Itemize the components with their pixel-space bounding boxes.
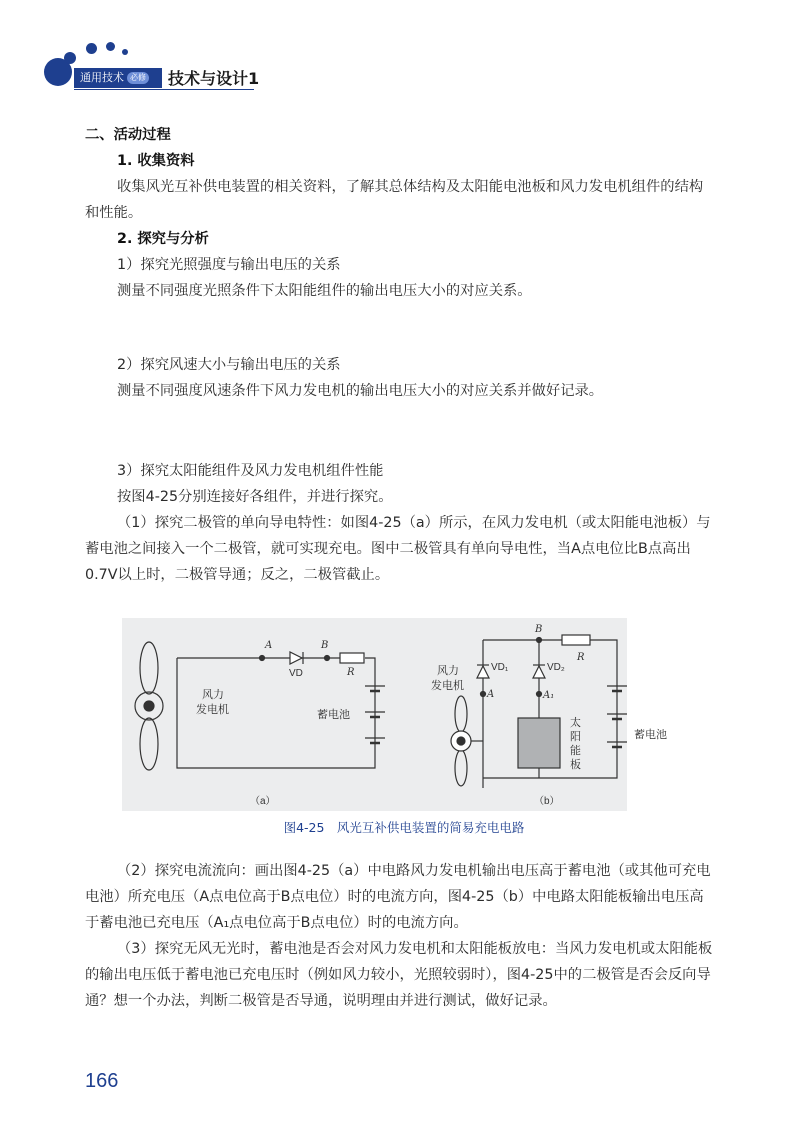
label-b-node-a1: A₁	[543, 690, 555, 701]
label-a-generator-1: 风力	[202, 689, 224, 701]
label-a-resistor: R	[347, 667, 355, 678]
wind-turbine-icon-b	[451, 696, 483, 786]
resistor-b	[562, 635, 590, 645]
label-b-caption: （b）	[534, 796, 560, 807]
diode-vd2	[533, 640, 545, 718]
solar-panel-icon	[518, 718, 560, 768]
paragraph-1: （1）探究二极管的单向导电特性：如图4-25（a）所示，在风力发电机（或太阳能电池板）与蓄电池之间接入一个二极管，就可实现充电。图中二极管具有单向导电性，当A点电位比B点高出0.7V以上时，二极管导通；反之，二极管截止。	[85, 515, 711, 583]
header-rule	[74, 89, 254, 90]
item2-title: 2）探究风速大小与输出电压的关系	[117, 357, 341, 373]
paragraph-2: （2）探究电流流向：画出图4-25（a）中电路风力发电机输出电压高于蓄电池（或其他可充电电池）所充电压（A点电位高于B点电位）时的电流方向，图4-25（b）中电路太阳能板输出电压高于蓄电池已充电压（A₁点电位高于B点电位）时的电流方向。	[85, 863, 711, 931]
label-b-node-b: B	[535, 624, 543, 635]
diode-vd1	[477, 665, 489, 678]
wind-turbine-icon-a	[135, 642, 163, 770]
paragraph-3: （3）探究无风无光时，蓄电池是否会对风力发电机和太阳能板放电：当风力发电机或太阳能板的输出电压低于蓄电池已充电压时（例如风力较小，光照较弱时），图4-25中的二极管是否会反向导通？想一个办法，判断二极管是否导通，说明理由并进行测试，做好记录。	[85, 941, 713, 1009]
label-a-generator-2: 发电机	[196, 704, 229, 716]
circuit-b	[451, 635, 627, 788]
section-heading: 二、活动过程	[85, 127, 171, 143]
label-a-node-a: A	[265, 640, 273, 651]
header-dot-2	[86, 43, 97, 54]
label-b-solar-1: 太	[570, 717, 581, 729]
label-b-resistor: R	[577, 652, 585, 663]
label-a-diode: VD	[289, 668, 303, 679]
step2-heading: 2. 探究与分析	[117, 231, 209, 247]
circuit-a	[135, 642, 385, 770]
label-a-caption: （a）	[250, 796, 276, 807]
step1-text: 收集风光互补供电装置的相关资料，了解其总体结构及太阳能电池板和风力发电机组件的结构和性能。	[85, 179, 704, 221]
diode-vd	[262, 652, 305, 664]
label-b-solar-2: 阳	[570, 731, 581, 743]
required-badge: 必修	[127, 72, 149, 84]
circuit-diagram	[122, 618, 627, 811]
figure-caption: 图4-25 风光互补供电装置的简易充电电路	[283, 820, 525, 835]
label-b-node-a: A	[487, 689, 495, 700]
label-b-vd2: VD₂	[547, 662, 565, 673]
series-tag	[74, 68, 162, 88]
circuit-figure	[122, 618, 627, 811]
item1-text: 测量不同强度光照条件下太阳能组件的输出电压大小的对应关系。	[117, 283, 532, 299]
label-b-generator-1: 风力	[437, 665, 459, 677]
label-b-generator-2: 发电机	[431, 680, 464, 692]
header-dot-1	[64, 52, 76, 64]
item2-text: 测量不同强度风速条件下风力发电机的输出电压大小的对应关系并做好记录。	[117, 383, 604, 399]
item3-text: 按图4-25分别连接好各组件，并进行探究。	[117, 489, 393, 505]
label-b-solar-3: 能	[570, 745, 581, 757]
series-label: 通用技术	[80, 71, 124, 84]
step1-heading: 1. 收集资料	[117, 153, 195, 169]
page-number: 166	[85, 1070, 119, 1092]
label-a-node-b: B	[321, 640, 329, 651]
book-title: 技术与设计1	[168, 69, 260, 88]
resistor-a	[340, 653, 364, 663]
label-b-vd1: VD₁	[491, 662, 509, 673]
label-b-battery-text: 蓄电池	[634, 729, 667, 741]
label-a-battery: 蓄电池	[317, 709, 350, 721]
header-dot-4	[122, 49, 128, 55]
header-dot-3	[106, 42, 115, 51]
item3-title: 3）探究太阳能组件及风力发电机组件性能	[117, 463, 384, 479]
label-b-solar-4: 板	[570, 759, 581, 771]
item1-title: 1）探究光照强度与输出电压的关系	[117, 257, 341, 273]
